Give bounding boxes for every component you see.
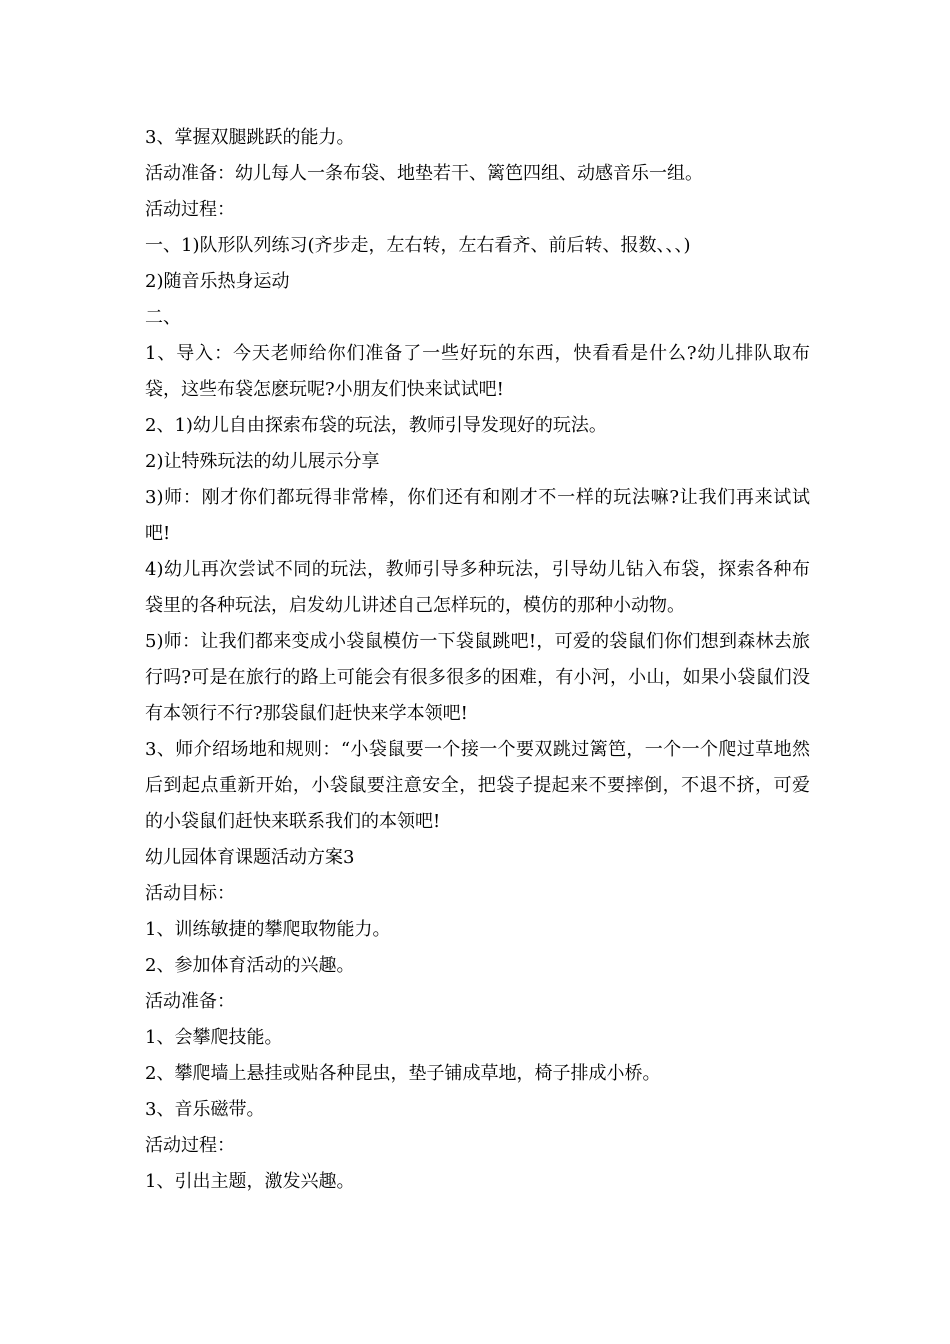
paragraph-free-explore: 2、1)幼儿自由探索布袋的玩法，教师引导发现好的玩法。 (145, 415, 607, 436)
paragraph-goal-1: 1、训练敏捷的攀爬取物能力。 (145, 919, 391, 940)
paragraph-goal-3: 3、掌握双腿跳跃的能力。 (145, 127, 355, 148)
paragraph-teacher-try-again: 3)师：刚才你们都玩得非常棒，你们还有和刚才不一样的玩法嘛?让我们再来试试吧! (145, 487, 810, 544)
paragraph-goals-heading: 活动目标： (145, 883, 235, 904)
paragraph-prep-2: 2、攀爬墙上悬挂或贴各种昆虫，垫子铺成草地，椅子排成小桥。 (145, 1063, 661, 1084)
paragraph-rules: 3、师介绍场地和规则：“小袋鼠要一个接一个要双跳过篱笆，一个一个爬过草地然后到起点重新开始，小袋鼠要注意安全，把袋子提起来不要摔倒，不退不挤，可爱的小袋鼠们赶快来联系我们的本领吧! (145, 739, 810, 832)
document-body (145, 120, 810, 1200)
paragraph-prep-1: 1、会攀爬技能。 (145, 1027, 283, 1048)
paragraph-step-1-warmup: 2)随音乐热身运动 (145, 271, 290, 292)
paragraph-preparation: 活动准备：幼儿每人一条布袋、地垫若干、篱笆四组、动感音乐一组。 (145, 163, 703, 184)
paragraph-process-heading: 活动过程： (145, 199, 235, 220)
paragraph-process-heading-2: 活动过程： (145, 1135, 235, 1156)
paragraph-kangaroo-jump: 5)师：让我们都来变成小袋鼠模仿一下袋鼠跳吧!，可爱的袋鼠们你们想到森林去旅行吗?可是在旅行的路上可能会有很多很多的困难，有小河，小山，如果小袋鼠们没有本领行不行?那袋鼠们赶快来学本领吧! (145, 631, 810, 724)
section-title-plan-3: 幼儿园体育课题活动方案3 (145, 847, 355, 868)
paragraph-prep-3: 3、音乐磁带。 (145, 1099, 265, 1120)
paragraph-step-1-drill: 一、1)队形队列练习(齐步走，左右转，左右看齐、前后转、报数、、、) (145, 235, 691, 256)
paragraph-show-share: 2)让特殊玩法的幼儿展示分享 (145, 451, 380, 472)
paragraph-goal-2: 2、参加体育活动的兴趣。 (145, 955, 355, 976)
paragraph-preparation-heading: 活动准备： (145, 991, 235, 1012)
paragraph-introduction: 1、导入：今天老师给你们准备了一些好玩的东西，快看看是什么?幼儿排队取布袋，这些布袋怎麽玩呢?小朋友们快来试试吧! (145, 343, 810, 400)
paragraph-try-different: 4)幼儿再次尝试不同的玩法，教师引导多种玩法，引导幼儿钻入布袋，探索各种布袋里的各种玩法，启发幼儿讲述自己怎样玩的，模仿的那种小动物。 (145, 559, 810, 616)
paragraph-process-step-1: 1、引出主题，激发兴趣。 (145, 1171, 355, 1192)
paragraph-step-2-heading: 二、 (145, 307, 181, 328)
